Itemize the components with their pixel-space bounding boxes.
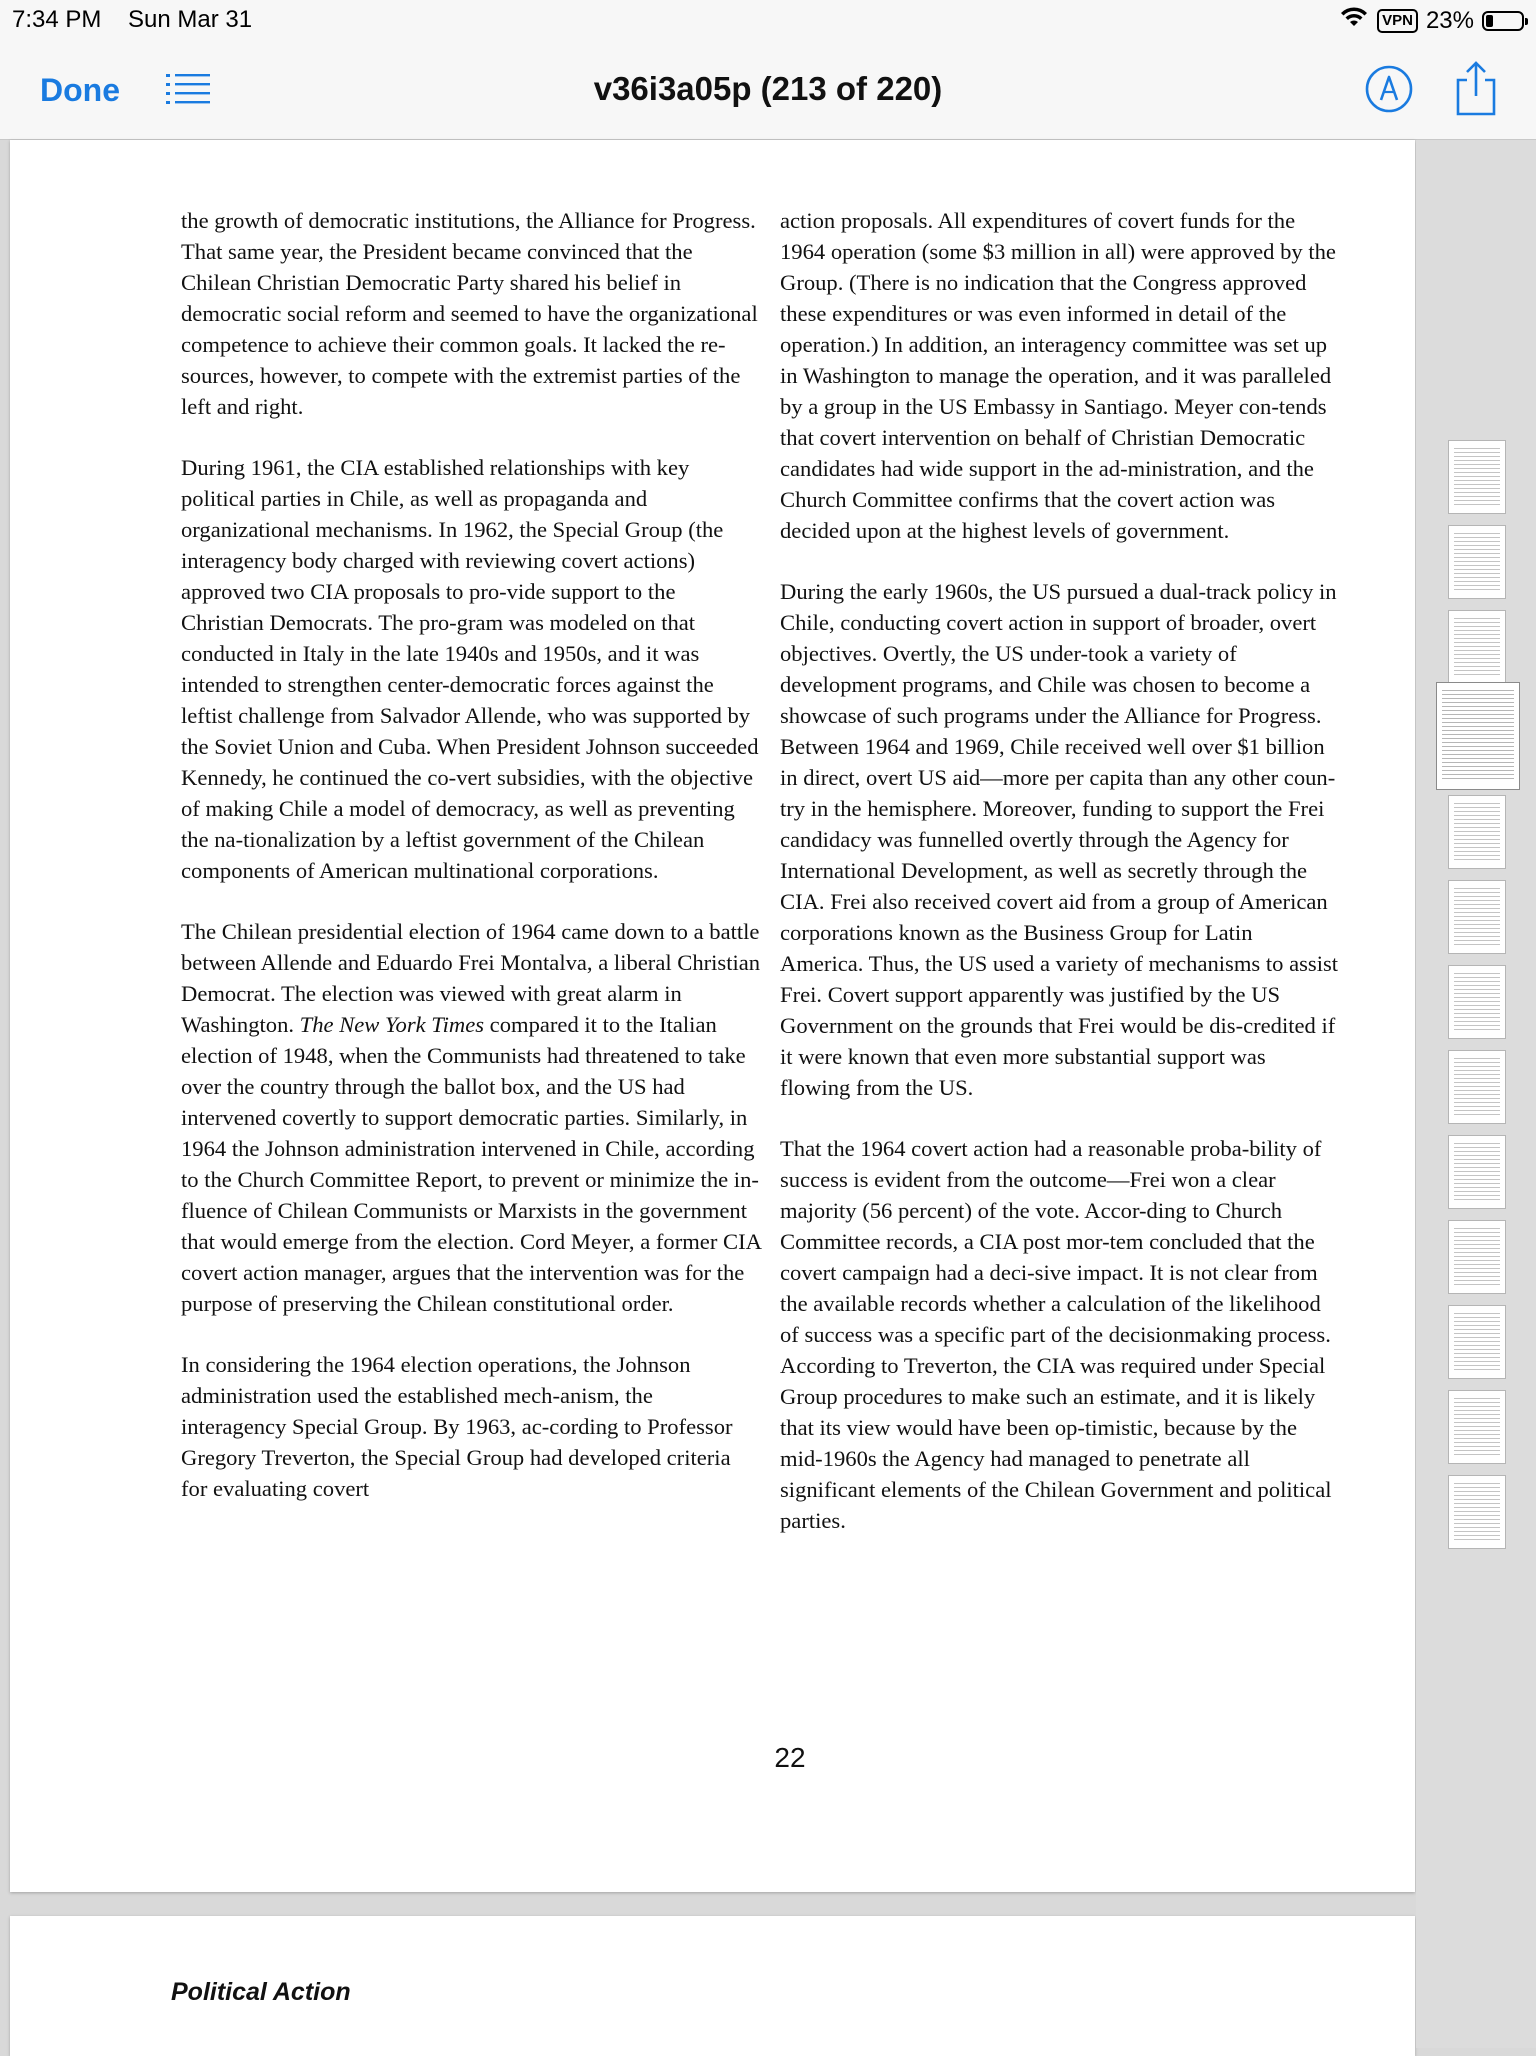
page-thumbnail-strip[interactable] — [1416, 140, 1536, 2048]
page-thumbnail[interactable] — [1448, 795, 1506, 869]
battery-icon — [1482, 11, 1524, 31]
done-button[interactable]: Done — [40, 72, 120, 108]
document-page — [10, 140, 1415, 1892]
share-icon[interactable] — [1454, 60, 1498, 118]
page-thumbnail[interactable] — [1448, 1390, 1506, 1464]
paragraph: That the 1964 covert action had a reasonable proba-bility of success is evident from the outcome—Frei won a clear majority (56 percent) of the vote. Accor-ding to Church Committee records, a CIA post mor-tem concluded that the covert campaign had a deci-sive impact. It is not clear from the available records whether a calculation of the likelihood of success was a specific part of the decisionmaking process. According to Treverton, the CIA was required under Special Group procedures to make such an estimate, and it is likely that its view would have been op-timistic, because by the mid-1960s the Agency had managed to penetrate all significant elements of the Chilean Government and political parties. — [780, 1136, 1332, 1533]
paragraph: In considering the 1964 election operations, the Johnson administration used the established mech-anism, the interagency Special Group. By 1963, ac-cording to Professor Gregory Treverton, the Special Group had developed criteria for evaluating covert — [181, 1352, 733, 1501]
paragraph: During the early 1960s, the US pursued a dual-track policy in Chile, conducting covert action in support of broader, overt objectives. Overtly, the US under-took a variety of development programs, and Chile was chosen to become a showcase of such programs under the Alliance for Progress. Between 1964 and 1969, Chile received well over $1 billion in direct, overt US aid—more per capita than any other coun-try in the hemisphere. Moreover, funding to support the Frei candidacy was funnelled overtly through the Agency for International Development, as well as secretly through the CIA. Frei also received covert aid from a group of American corporations known as the Business Group for Latin America. Thus, the US used a variety of mechanisms to assist Frei. Covert support apparently was justified by the US Government on the grounds that Frei would be dis-credited if it were known that even more substantial support was flowing from the US. — [780, 579, 1339, 1100]
right-column — [780, 205, 1340, 1566]
status-date: Sun Mar 31 — [128, 6, 253, 33]
page-thumbnail[interactable] — [1448, 440, 1506, 514]
page-thumbnail[interactable] — [1448, 1050, 1506, 1124]
vpn-badge: VPN — [1377, 9, 1418, 33]
page-thumbnail[interactable] — [1448, 880, 1506, 954]
page-thumbnail[interactable] — [1448, 1220, 1506, 1294]
paragraph: During 1961, the CIA established relationships with key political parties in Chile, as well as propaganda and organizational mechanisms. In 1962, the Special Group (the interagency body charged with reviewing covert actions) approved two CIA proposals to pro-vide support to the Christian Democrats. The pro-gram was modeled on that conducted in Italy in the late 1940s and 1950s, and it was intended to strengthen center-democratic forces against the leftist challenge from Salvador Allende, who was supported by the Soviet Union and Cuba. When President Johnson succeeded Kennedy, he continued the co-vert subsidies, with the objective of making Chile a model of democracy, as well as preventing the na-tionalization by a leftist government of the Chilean components of American multinational corporations. — [181, 455, 759, 883]
battery-percent: 23% — [1425, 6, 1474, 34]
paragraph — [181, 916, 761, 1319]
status-indicators — [1339, 6, 1524, 35]
page-thumbnail[interactable] — [1448, 1305, 1506, 1379]
paragraph-text: The Chilean presidential election of 1964 came down to a battle between Allende and Eduardo Frei Montalva, a liberal Christian Democrat. The election was viewed with great alarm in Washington. — [181, 919, 761, 1037]
page-number: 22 — [774, 1742, 806, 1773]
running-head: Political Action — [171, 1978, 351, 2006]
page-thumbnail[interactable] — [1448, 610, 1506, 684]
page-thumbnail[interactable] — [1448, 1475, 1506, 1549]
paragraph: action proposals. All expenditures of covert funds for the 1964 operation (some $3 million in all) were approved by the Group. (There is no indication that the Congress approved these expenditures or was even informed in detail of the operation.) In addition, an interagency committee was set up in Washington to manage the operation, and it was paralleled by a group in the US Embassy in Santiago. Meyer con-tends that covert intervention on behalf of Christian Democratic candidates had wide support in the ad-ministration, and the Church Committee confirms that the covert action was decided upon at the highest levels of government. — [780, 208, 1336, 543]
page-thumbnail[interactable] — [1448, 965, 1506, 1039]
page-thumbnail-current[interactable] — [1436, 682, 1520, 790]
status-bar — [0, 0, 1536, 40]
next-page — [10, 1916, 1415, 2056]
left-column — [181, 205, 761, 1534]
document-title: v36i3a05p (213 of 220) — [593, 70, 943, 107]
publication-title: The New York Times — [299, 1012, 485, 1037]
paragraph: the growth of democratic institutions, the Alliance for Progress. That same year, the President became convinced that the Chilean Christian Democratic Party shared his belief in democratic social reform and seemed to have the organizational competence to achieve their common goals. It lacked the re-sources, however, to compete with the extremist parties of the left and right. — [181, 208, 758, 419]
viewer-toolbar — [0, 40, 1536, 140]
markup-icon[interactable] — [1364, 64, 1414, 114]
page-thumbnail[interactable] — [1448, 1135, 1506, 1209]
status-time: 7:34 PM — [12, 6, 102, 33]
wifi-icon — [1339, 6, 1369, 35]
page-thumbnail[interactable] — [1448, 525, 1506, 599]
paragraph-text: compared it to the Italian election of 1948, when the Communists had threatened to take over the country through the ballot box, and the US had intervened covertly to support democratic parties. Similarly, in 1964 the Johnson administration intervened in Chile, according to the Church Committee Report, to prevent or minimize the in-fluence of Chilean Communists or Marxists in the government that would emerge from the election. Cord Meyer, a former CIA covert action manager, argues that the intervention was for the purpose of preserving the Chilean constitutional order. — [181, 1012, 761, 1316]
